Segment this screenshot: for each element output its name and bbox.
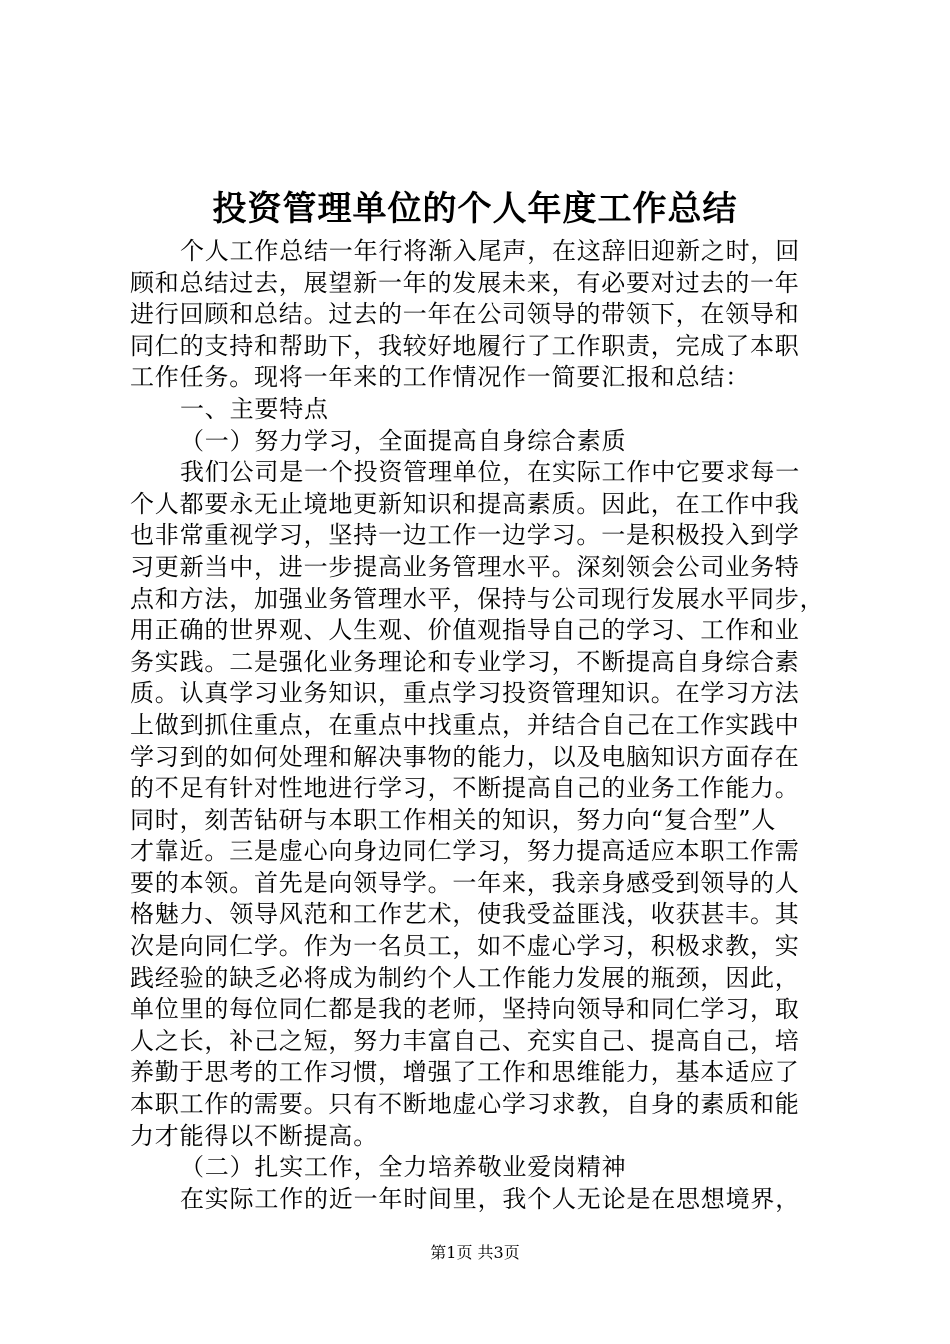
- paragraph-line: 的不足有针对性地进行学习，不断提高自己的业务工作能力。: [130, 774, 800, 803]
- paragraph-line: 个人工作总结一年行将渐入尾声，在这辞旧迎新之时，回: [180, 237, 800, 265]
- section-heading: 一、主要特点: [180, 394, 329, 423]
- subsection-heading: （二）扎实工作，全力培养敬业爱岗精神: [180, 1153, 627, 1182]
- subsection-heading: （一）努力学习，全面提高自身综合素质: [180, 426, 627, 455]
- paragraph-line: 践经验的缺乏必将成为制约个人工作能力发展的瓶颈，因此，: [130, 963, 800, 992]
- paragraph-line: 同仁的支持和帮助下，我较好地履行了工作职责，完成了本职: [130, 331, 800, 360]
- paragraph-line: 同时，刻苦钻研与本职工作相关的知识，努力向“复合型”人: [130, 805, 777, 834]
- paragraph-line: 本职工作的需要。只有不断地虚心学习求教，自身的素质和能: [130, 1090, 800, 1119]
- paragraph-line: 质。认真学习业务知识，重点学习投资管理知识。在学习方法: [130, 679, 800, 708]
- paragraph-line: 用正确的世界观、人生观、价值观指导自己的学习、工作和业: [130, 616, 800, 645]
- paragraph-line: 点和方法，加强业务管理水平，保持与公司现行发展水平同步，: [130, 584, 825, 613]
- paragraph-line: 人之长，补己之短，努力丰富自己、充实自己、提高自己，培: [130, 1026, 800, 1055]
- paragraph-line: 才靠近。三是虚心向身边同仁学习，努力提高适应本职工作需: [130, 837, 800, 866]
- paragraph-line: 也非常重视学习，坚持一边工作一边学习。一是积极投入到学: [130, 521, 800, 550]
- document-title: 投资管理单位的个人年度工作总结: [212, 189, 738, 229]
- paragraph-line: 力才能得以不断提高。: [130, 1121, 378, 1150]
- paragraph-line: 工作任务。现将一年来的工作情况作一简要汇报和总结：: [130, 363, 750, 392]
- paragraph-line: 要的本领。首先是向领导学。一年来，我亲身感受到领导的人: [130, 868, 800, 897]
- document-body: [130, 236, 830, 1215]
- paragraph-line: 次是向同仁学。作为一名员工，如不虚心学习，积极求教，实: [130, 932, 800, 961]
- paragraph-line: 学习到的如何处理和解决事物的能力，以及电脑知识方面存在: [130, 742, 800, 771]
- paragraph-line: 在实际工作的近一年时间里，我个人无论是在思想境界，: [180, 1184, 800, 1213]
- paragraph-line: 格魅力、领导风范和工作艺术，使我受益匪浅，收获甚丰。其: [130, 900, 800, 929]
- paragraph-line: 个人都要永无止境地更新知识和提高素质。因此，在工作中我: [130, 489, 800, 518]
- paragraph-line: 务实践。二是强化业务理论和专业学习，不断提高自身综合素: [130, 647, 800, 676]
- paragraph-line: 单位里的每位同仁都是我的老师，坚持向领导和同仁学习，取: [130, 995, 800, 1024]
- paragraph-line: 进行回顾和总结。过去的一年在公司领导的带领下，在领导和: [130, 300, 800, 329]
- paragraph-line: 养勤于思考的工作习惯，增强了工作和思维能力，基本适应了: [130, 1058, 800, 1087]
- paragraph-line: 上做到抓住重点，在重点中找重点，并结合自己在工作实践中: [130, 710, 800, 739]
- paragraph-line: 习更新当中，进一步提高业务管理水平。深刻领会公司业务特: [130, 552, 800, 581]
- page-footer: 第1页 共3页: [430, 1243, 520, 1262]
- paragraph-line: 顾和总结过去，展望新一年的发展未来，有必要对过去的一年: [130, 268, 800, 297]
- paragraph-line: 我们公司是一个投资管理单位，在实际工作中它要求每一: [180, 458, 800, 487]
